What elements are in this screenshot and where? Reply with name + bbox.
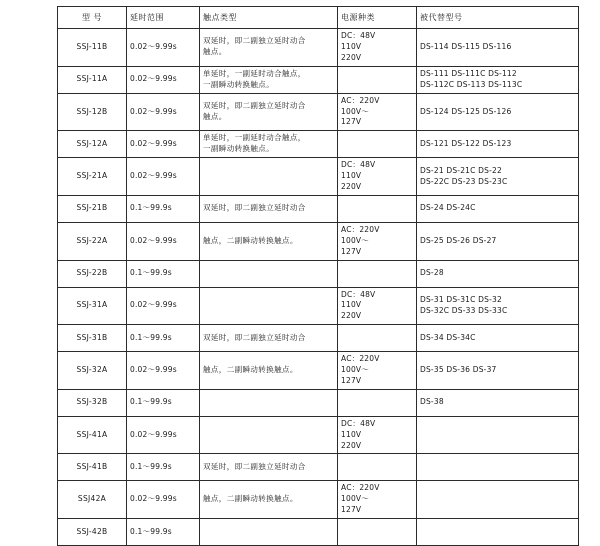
cell-contact-type-line: 触点，二副瞬动转换触点。 xyxy=(203,494,298,504)
cell-replaced-model-line: DS-25 DS-26 DS-27 xyxy=(420,235,497,245)
cell-delay-range: 0.1～99.9s xyxy=(127,519,200,546)
column-header-power-type: 电源种类 xyxy=(338,7,417,29)
cell-model: SSJ-11A xyxy=(58,66,127,93)
column-header-contact-type: 触点类型 xyxy=(200,7,338,29)
cell-contact-type xyxy=(200,416,338,454)
cell-delay-range: 0.02～9.99s xyxy=(127,131,200,158)
cell-power-type xyxy=(338,416,417,454)
cell-power-type-line: DC：48V xyxy=(341,418,376,428)
table-row xyxy=(58,158,579,196)
cell-contact-type xyxy=(200,260,338,287)
cell-power-type-line: 220V xyxy=(341,182,362,191)
cell-contact-type xyxy=(200,222,338,260)
cell-power-type xyxy=(338,260,417,287)
cell-contact-type xyxy=(200,519,338,546)
cell-replaced-model-line: DS-31 DS-31C DS-32 xyxy=(420,294,502,304)
cell-power-type xyxy=(338,481,417,519)
cell-model: SSJ-12B xyxy=(58,93,127,131)
cell-power-type-line: AC：220V xyxy=(341,224,380,234)
cell-delay-range: 0.02～9.99s xyxy=(127,352,200,390)
cell-model: SSJ-31B xyxy=(58,325,127,352)
cell-power-type-line: 110V xyxy=(341,429,362,439)
cell-replaced-model xyxy=(417,222,579,260)
table-row xyxy=(58,195,579,222)
cell-contact-type-line: 触点。 xyxy=(203,111,227,121)
column-header-model: 型 号 xyxy=(58,7,127,29)
cell-contact-type xyxy=(200,93,338,131)
table-row xyxy=(58,325,579,352)
cell-delay-range: 0.02～9.99s xyxy=(127,481,200,519)
cell-model: SSJ42A xyxy=(58,481,127,519)
cell-replaced-model xyxy=(417,93,579,131)
table-row xyxy=(58,29,579,67)
cell-replaced-model-line: DS-22C DS-23 DS-23C xyxy=(420,176,508,186)
cell-power-type xyxy=(338,519,417,546)
cell-power-type-line: 127V xyxy=(341,117,362,127)
cell-power-type-line: DC：48V xyxy=(341,289,376,299)
cell-power-type-line: AC：220V xyxy=(341,95,380,105)
cell-delay-range: 0.02～9.99s xyxy=(127,287,200,325)
cell-power-type-line: AC：220V xyxy=(341,354,380,364)
cell-replaced-model xyxy=(417,287,579,325)
cell-replaced-model xyxy=(417,416,579,454)
cell-power-type xyxy=(338,131,417,158)
cell-power-type xyxy=(338,66,417,93)
cell-power-type-line: 100V～ xyxy=(341,494,369,504)
cell-replaced-model-line: DS-28 xyxy=(420,268,444,278)
cell-replaced-model xyxy=(417,131,579,158)
cell-model: SSJ-42B xyxy=(58,519,127,546)
cell-contact-type-line: 触点，二副瞬动转换触点。 xyxy=(203,235,298,245)
cell-contact-type-line: 单延时，一副延时动合触点， xyxy=(203,133,306,143)
cell-replaced-model xyxy=(417,195,579,222)
cell-replaced-model xyxy=(417,158,579,196)
relay-specification-table xyxy=(57,6,579,546)
cell-power-type-line: 100V～ xyxy=(341,235,369,245)
cell-delay-range: 0.1～99.9s xyxy=(127,389,200,416)
cell-delay-range: 0.1～99.9s xyxy=(127,195,200,222)
cell-power-type-line: 220V xyxy=(341,311,362,321)
cell-contact-type-line: 双延时，即二副独立延时动合 xyxy=(203,332,306,342)
cell-delay-range: 0.02～9.99s xyxy=(127,66,200,93)
cell-power-type xyxy=(338,222,417,260)
cell-replaced-model xyxy=(417,519,579,546)
cell-contact-type-line: 双延时，即二副独立延时动合 xyxy=(203,101,306,111)
cell-power-type xyxy=(338,325,417,352)
table-header xyxy=(58,7,579,29)
cell-power-type-line: 220V xyxy=(341,440,362,450)
cell-power-type xyxy=(338,29,417,67)
cell-contact-type xyxy=(200,29,338,67)
cell-replaced-model xyxy=(417,352,579,390)
cell-replaced-model-line: DS-35 DS-36 DS-37 xyxy=(420,365,497,374)
cell-contact-type xyxy=(200,352,338,390)
cell-delay-range: 0.02～9.99s xyxy=(127,416,200,454)
cell-power-type-line: 110V xyxy=(341,41,362,51)
cell-power-type xyxy=(338,287,417,325)
cell-delay-range: 0.02～9.99s xyxy=(127,93,200,131)
table-row xyxy=(58,260,579,287)
cell-delay-range: 0.02～9.99s xyxy=(127,158,200,196)
table-body xyxy=(58,29,579,546)
table-row xyxy=(58,352,579,390)
cell-contact-type xyxy=(200,454,338,481)
cell-contact-type xyxy=(200,389,338,416)
cell-power-type-line: 220V xyxy=(341,52,362,62)
cell-contact-type-line: 双延时，即二副独立延时动合 xyxy=(203,203,306,213)
cell-contact-type-line: 双延时，即二副独立延时动合 xyxy=(203,461,306,471)
table-row xyxy=(58,454,579,481)
cell-power-type xyxy=(338,195,417,222)
column-header-replaced-model: 被代替型号 xyxy=(417,7,579,29)
cell-replaced-model-line: DS-38 xyxy=(420,397,444,407)
cell-model: SSJ-22B xyxy=(58,260,127,287)
table-row xyxy=(58,416,579,454)
cell-model: SSJ-21A xyxy=(58,158,127,196)
cell-power-type-line: 127V xyxy=(341,505,362,515)
cell-replaced-model xyxy=(417,29,579,67)
cell-replaced-model-line: DS-112C DS-113 DS-113C xyxy=(420,79,523,89)
cell-power-type xyxy=(338,454,417,481)
cell-power-type-line: 110V xyxy=(341,171,362,181)
cell-model: SSJ-31A xyxy=(58,287,127,325)
cell-model: SSJ-21B xyxy=(58,195,127,222)
cell-power-type xyxy=(338,93,417,131)
cell-model: SSJ-41A xyxy=(58,416,127,454)
cell-contact-type-line: 双延时，即二副独立延时动合 xyxy=(203,36,306,46)
cell-power-type xyxy=(338,352,417,390)
cell-replaced-model-line: DS-34 DS-34C xyxy=(420,332,476,342)
cell-power-type-line: 100V～ xyxy=(341,365,369,374)
table-row xyxy=(58,222,579,260)
cell-model: SSJ-32A xyxy=(58,352,127,390)
cell-contact-type-line: 触点。 xyxy=(203,47,227,57)
cell-contact-type xyxy=(200,287,338,325)
cell-power-type-line: 127V xyxy=(341,375,362,385)
cell-replaced-model-line: DS-32C DS-33 DS-33C xyxy=(420,305,508,315)
table-row xyxy=(58,389,579,416)
cell-model: SSJ-12A xyxy=(58,131,127,158)
cell-replaced-model-line: DS-121 DS-122 DS-123 xyxy=(420,138,512,148)
cell-power-type-line: AC：220V xyxy=(341,483,380,493)
cell-contact-type xyxy=(200,158,338,196)
cell-model: SSJ-32B xyxy=(58,389,127,416)
table-row xyxy=(58,93,579,131)
table-header-row xyxy=(58,7,579,29)
table-row xyxy=(58,519,579,546)
cell-delay-range: 0.1～99.9s xyxy=(127,260,200,287)
cell-delay-range: 0.02～9.99s xyxy=(127,222,200,260)
column-header-delay-range: 延时范围 xyxy=(127,7,200,29)
cell-replaced-model xyxy=(417,454,579,481)
cell-power-type xyxy=(338,389,417,416)
cell-replaced-model xyxy=(417,260,579,287)
cell-delay-range: 0.1～99.9s xyxy=(127,454,200,481)
cell-contact-type-line: 一副瞬动转换触点。 xyxy=(203,79,275,89)
cell-contact-type xyxy=(200,481,338,519)
cell-delay-range: 0.1～99.9s xyxy=(127,325,200,352)
table-row xyxy=(58,131,579,158)
cell-replaced-model-line: DS-21 DS-21C DS-22 xyxy=(420,165,502,175)
cell-delay-range: 0.02～9.99s xyxy=(127,29,200,67)
cell-model: SSJ-22A xyxy=(58,222,127,260)
cell-contact-type-line: 触点，二副瞬动转换触点。 xyxy=(203,365,298,374)
cell-contact-type xyxy=(200,325,338,352)
cell-replaced-model xyxy=(417,66,579,93)
cell-power-type-line: 110V xyxy=(341,300,362,310)
cell-power-type-line: DC：48V xyxy=(341,31,376,40)
cell-power-type xyxy=(338,158,417,196)
cell-replaced-model xyxy=(417,325,579,352)
cell-model: SSJ-41B xyxy=(58,454,127,481)
cell-replaced-model xyxy=(417,389,579,416)
cell-replaced-model-line: DS-114 DS-115 DS-116 xyxy=(420,41,512,51)
table-row xyxy=(58,66,579,93)
cell-power-type-line: DC：48V xyxy=(341,160,376,170)
cell-contact-type xyxy=(200,66,338,93)
cell-power-type-line: 100V～ xyxy=(341,106,369,116)
cell-contact-type xyxy=(200,195,338,222)
cell-replaced-model-line: DS-24 DS-24C xyxy=(420,203,476,213)
cell-replaced-model-line: DS-111 DS-111C DS-112 xyxy=(420,68,517,78)
cell-contact-type xyxy=(200,131,338,158)
cell-replaced-model xyxy=(417,481,579,519)
cell-replaced-model-line: DS-124 DS-125 DS-126 xyxy=(420,106,512,116)
table-row xyxy=(58,287,579,325)
table-row xyxy=(58,481,579,519)
cell-power-type-line: 127V xyxy=(341,246,362,256)
cell-model: SSJ-11B xyxy=(58,29,127,67)
cell-contact-type-line: 一副瞬动转换触点。 xyxy=(203,144,275,154)
cell-contact-type-line: 单延时，一副延时动合触点， xyxy=(203,68,306,78)
